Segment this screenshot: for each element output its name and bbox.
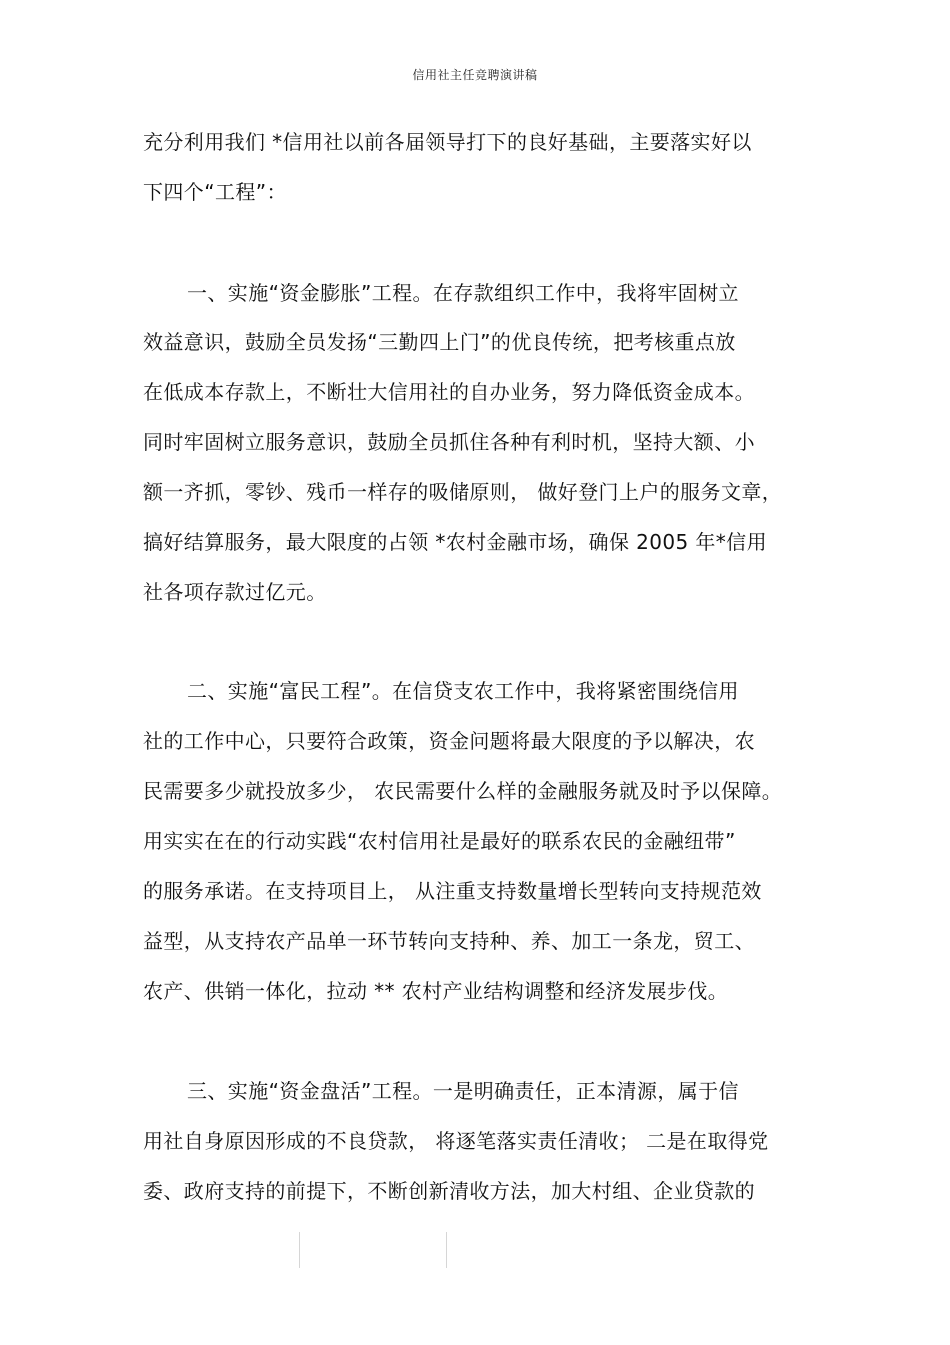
text-line: 下四个“工程”： — [143, 180, 287, 204]
text-line: 农产、供销一体化，拉动 ** 农村产业结构调整和经济发展步伐。 — [143, 979, 729, 1003]
text-line: 搞好结算服务，最大限度的占领 *农村金融市场，确保 2005 年*信用 — [143, 530, 767, 554]
page-header: 信用社主任竞聘演讲稿 — [412, 68, 538, 82]
text-line: 二、实施“富民工程”。在信贷支农工作中，我将紧密围绕信用 — [187, 679, 739, 703]
text-line: 效益意识，鼓励全员发扬“三勤四上门”的优良传统，把考核重点放 — [143, 330, 736, 354]
text-line: 充分利用我们 *信用社以前各届领导打下的良好基础，主要落实好以 — [143, 130, 752, 154]
text-line: 三、实施“资金盘活”工程。一是明确责任，正本清源，属于信 — [187, 1079, 739, 1103]
footer-divider-right — [446, 1232, 447, 1268]
text-line: 的服务承诺。在支持项目上， 从注重支持数量增长型转向支持规范效 — [143, 879, 762, 903]
text-line: 社的工作中心，只要符合政策，资金问题将最大限度的予以解决，农 — [143, 729, 755, 753]
text-line: 同时牢固树立服务意识，鼓励全员抓住各种有利时机，坚持大额、小 — [143, 430, 755, 454]
text-line: 用社自身原因形成的不良贷款， 将逐笔落实责任清收； 二是在取得党 — [143, 1129, 769, 1153]
footer-divider-left — [299, 1232, 300, 1268]
text-line: 社各项存款过亿元。 — [143, 580, 327, 604]
text-line: 民需要多少就投放多少， 农民需要什么样的金融服务就及时予以保障。 — [143, 779, 783, 803]
text-line: 一、实施“资金膨胀”工程。在存款组织工作中，我将牢固树立 — [187, 281, 739, 305]
text-line: 在低成本存款上，不断壮大信用社的自办业务，努力降低资金成本。 — [143, 380, 755, 404]
text-line: 益型，从支持农产品单一环节转向支持种、养、加工一条龙，贸工、 — [143, 929, 755, 953]
text-line: 委、政府支持的前提下，不断创新清收方法，加大村组、企业贷款的 — [143, 1179, 755, 1203]
text-line: 额一齐抓，零钞、残币一样存的吸储原则， 做好登门上户的服务文章， — [143, 480, 783, 504]
text-line: 用实实在在的行动实践“农村信用社是最好的联系农民的金融纽带” — [143, 829, 736, 853]
